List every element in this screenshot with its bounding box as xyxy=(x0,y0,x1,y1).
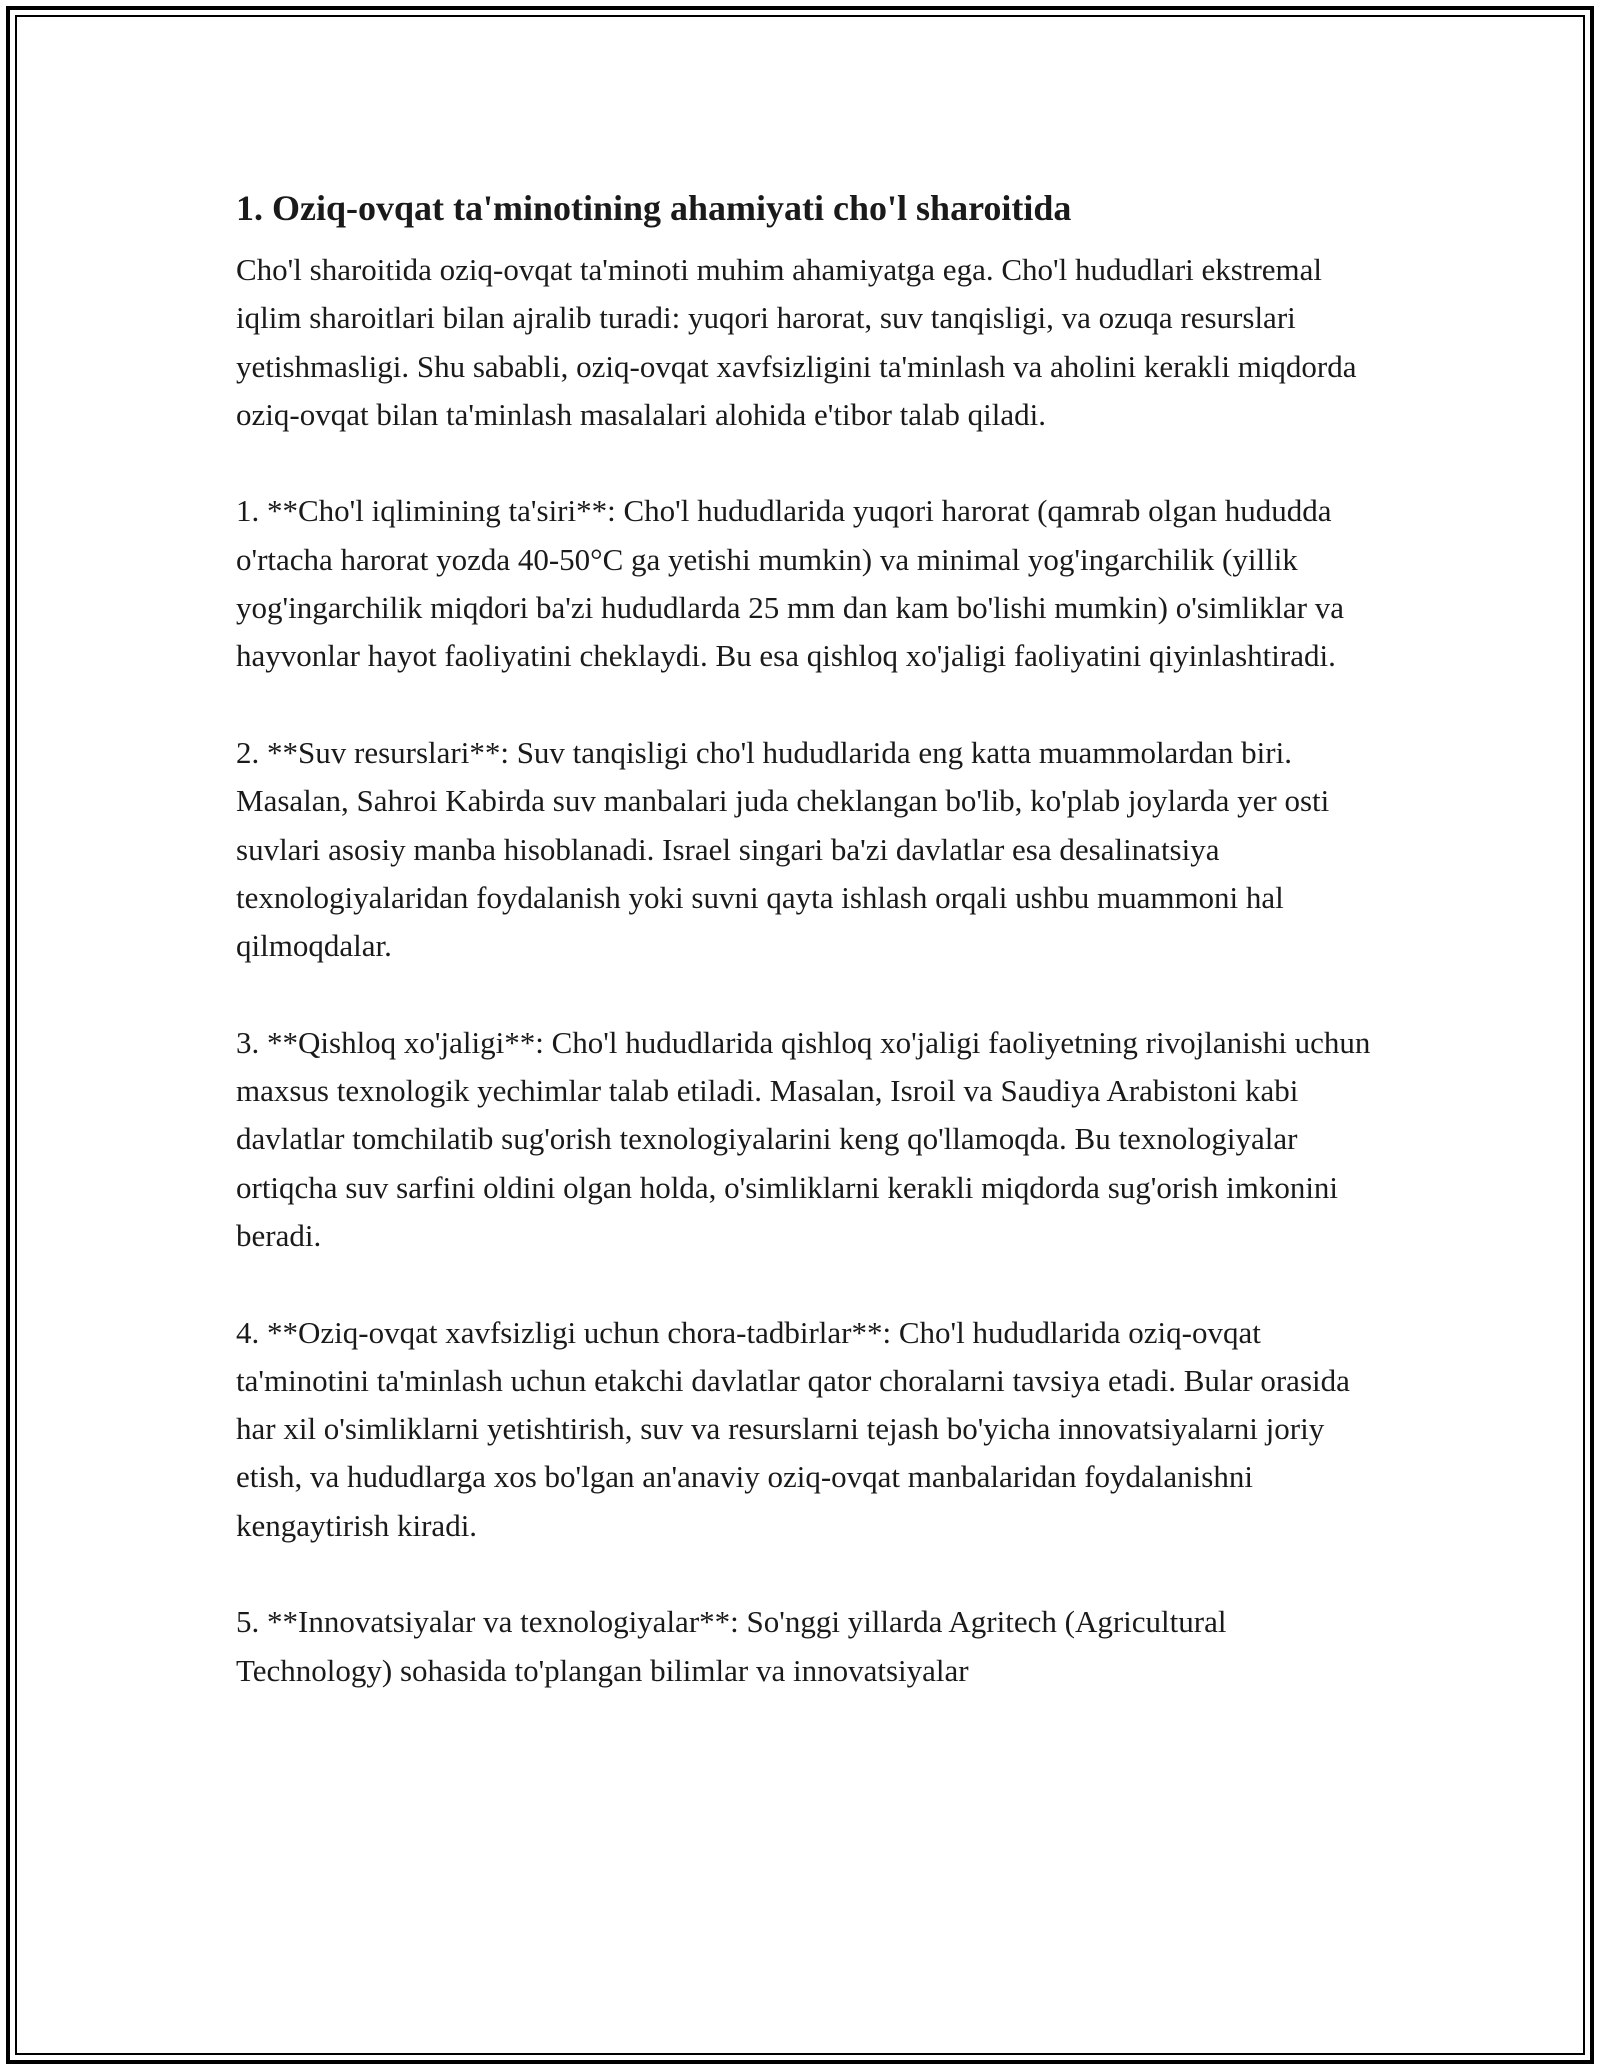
list-item-agriculture: 3. **Qishloq xo'jaligi**: Cho'l hududlarida qishloq xo'jaligi faoliyetning rivojlanishi uchun maxsus texnologik yechimlar talab etiladi. Masalan, Isroil va Saudiya Arabistoni kabi davlatlar tomchilatib sug'orish texnologiyalarini keng qo'llamoqda. Bu texnologiyalar ortiqcha suv sarfini oldini olgan holda, o'simliklarni kerakli miqdorda sug'orish imkonini beradi. xyxy=(236,1024,1371,1253)
page-title: 1. Oziq-ovqat ta'minotining ahamiyati cho'l sharoitida xyxy=(236,188,1072,228)
list-item-climate: 1. **Cho'l iqlimining ta'siri**: Cho'l hududlarida yuqori harorat (qamrab olgan hududda o'rtacha harorat yozda 40-50°C ga yetishi mumkin) va minimal yog'ingarchilik (yillik yog'ingarchilik miqdori ba'zi hududlarda 25 mm dan kam bo'lishi mumkin) o'simliklar va hayvonlar hayot faoliyatini cheklaydi. Bu esa qishloq xo'jaligi faoliyatini qiyinlashtiradi. xyxy=(236,493,1345,674)
intro-paragraph: Cho'l sharoitida oziq-ovqat ta'minoti muhim ahamiyatga ega. Cho'l hududlari ekstremal iqlim sharoitlari bilan ajralib turadi: yuqori harorat, suv tanqisligi, va ozuqa resurslari yetishmasligi. Shu sababli, oziq-ovqat xavfsizligini ta'minlash va aholini kerakli miqdorda oziq-ovqat bilan ta'minlash masalalari alohida e'tibor talab qiladi. xyxy=(236,252,1357,432)
list-item-food-security: 4. **Oziq-ovqat xavfsizligi uchun chora-tadbirlar**: Cho'l hududlarida oziq-ovqat ta'minotini ta'minlash uchun etakchi davlatlar qator choralarni tavsiya etadi. Bular orasida har xil o'simliklarni yetishtirish, suv va resurslarni tejash bo'yicha innovatsiyalarni joriy etish, va hududlarga xos bo'lgan an'anaviy oziq-ovqat manbalaridan foydalanishni kengaytirish kiradi. xyxy=(236,1314,1350,1543)
document-body xyxy=(236,184,1376,1695)
list-item-innovation: 5. **Innovatsiyalar va texnologiyalar**: So'nggi yillarda Agritech (Agricultural Technology) sohasida to'plangan bilimlar va innovatsiyalar xyxy=(236,1604,1227,1688)
list-item-water: 2. **Suv resurslari**: Suv tanqisligi cho'l hududlarida eng katta muammolardan biri. Masalan, Sahroi Kabirda suv manbalari juda cheklangan bo'lib, ko'plab joylarda yer osti suvlari asosiy manba hisoblanadi. Israel singari ba'zi davlatlar esa desalinatsiya texnologiyalaridan foydalanish yoki suvni qayta ishlash orqali ushbu muammoni hal qilmoqdalar. xyxy=(236,734,1330,964)
